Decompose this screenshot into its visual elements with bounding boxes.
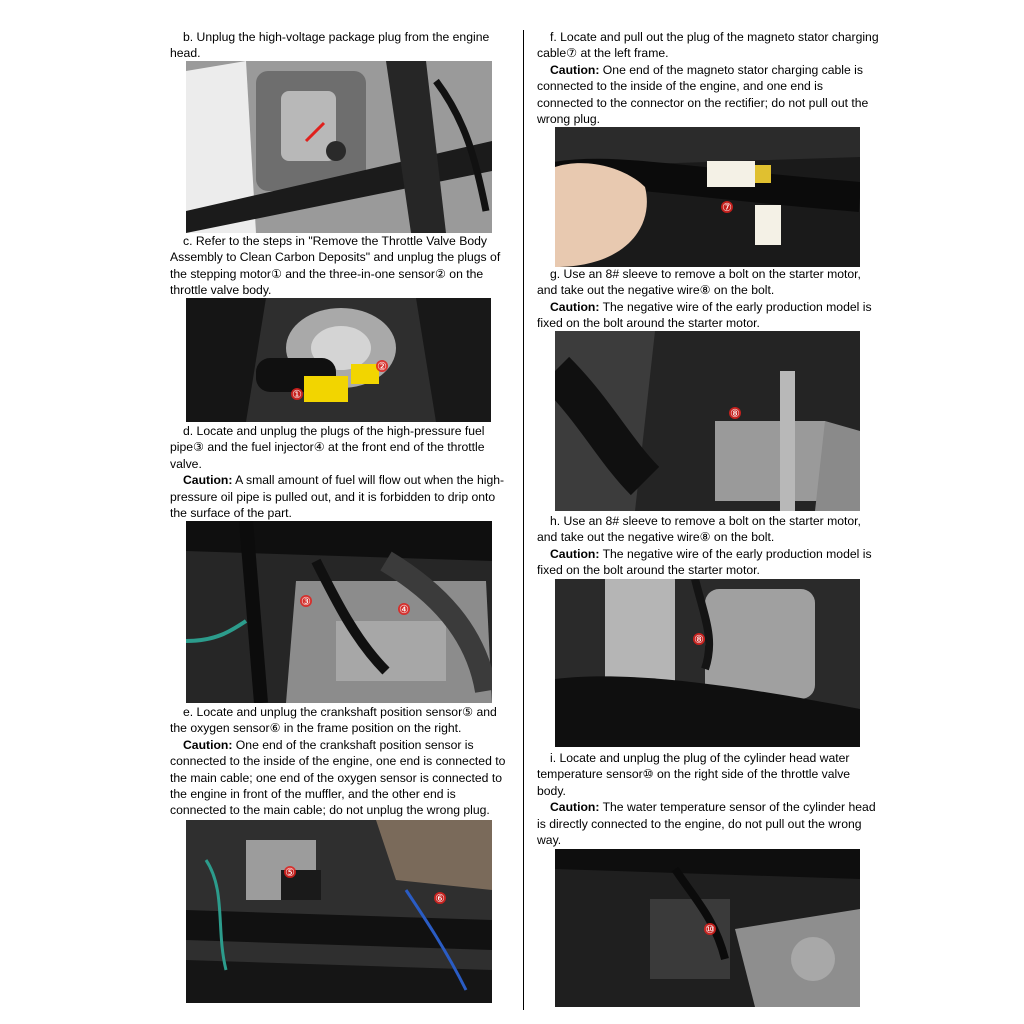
step-h: h. Use an 8# sleeve to remove a bolt on the starter motor, and take out the negative wire⑧ on the bolt. Caution: The negative wire of the early production model is fixed on the bolt around the starter motor.	[537, 514, 872, 578]
step-g: g. Use an 8# sleeve to remove a bolt on the starter motor, and take out the negative wire⑧ on the bolt. Caution: The negative wire of the early production model is fixed on the bolt around the starter motor.	[537, 267, 872, 331]
callout-1: ①	[292, 388, 302, 401]
callout-8a: ⑧	[730, 407, 740, 420]
step-e: e. Locate and unplug the crankshaft position sensor⑤ and the oxygen sensor⑥ in the frame position on the right. Caution: One end of the crankshaft position sensor is connected to the inside of the engine, one end is connected to the main cable; one end of the oxygen sensor is connected to the engine in front of the muffler, and the other end is connected to the main cable; do not unplug the wrong plug.	[170, 705, 506, 818]
photo-fuel-pipe-injector	[186, 521, 492, 703]
callout-2: ②	[377, 360, 387, 373]
step-f: f. Locate and pull out the plug of the magneto stator charging cable⑦ at the left frame. Caution: One end of the magneto stator charging cable is connected to the inside of the engine, and one end is connected to the connector on the rectifier; do not pull out the wrong plug.	[537, 30, 879, 127]
callout-3: ③	[301, 595, 311, 608]
callout-5: ⑤	[285, 866, 295, 879]
photo-magneto-stator-cable	[555, 127, 860, 267]
photo-water-temperature-sensor	[555, 849, 860, 1007]
step-d: d. Locate and unplug the plugs of the high-pressure fuel pipe③ and the fuel injector④ at the front end of the throttle valve. Caution: A small amount of fuel will flow out when the high-pressure oil pipe is pulled out, and it is forbidden to drip onto the surface of the part.	[170, 424, 505, 521]
photo-crankshaft-oxygen-sensor	[186, 820, 492, 1003]
photo-high-voltage-plug	[186, 61, 492, 233]
callout-8b: ⑧	[694, 633, 704, 646]
callout-7: ⑦	[722, 201, 732, 214]
callout-4: ④	[399, 603, 409, 616]
photo-starter-motor-bolt-2	[555, 579, 860, 747]
step-i: i. Locate and unplug the plug of the cylinder head water temperature sensor⑩ on the right side of the throttle valve body. Caution: The water temperature sensor of the cylinder head is directly connected to the engine, do not pull out the wrong way.	[537, 751, 876, 848]
photo-throttle-valve-plugs	[186, 298, 491, 422]
step-b: b. Unplug the high-voltage package plug from the engine head.	[170, 30, 490, 61]
step-c: c. Refer to the steps in "Remove the Throttle Valve Body Assembly to Clean Carbon Deposits" and unplug the plugs of the stepping motor① and the three-in-one sensor② on the throttle valve body.	[170, 234, 501, 298]
photo-starter-motor-bolt-1	[555, 331, 860, 511]
column-divider	[523, 30, 524, 1010]
callout-10: ⑩	[705, 923, 715, 936]
callout-6: ⑥	[435, 892, 445, 905]
